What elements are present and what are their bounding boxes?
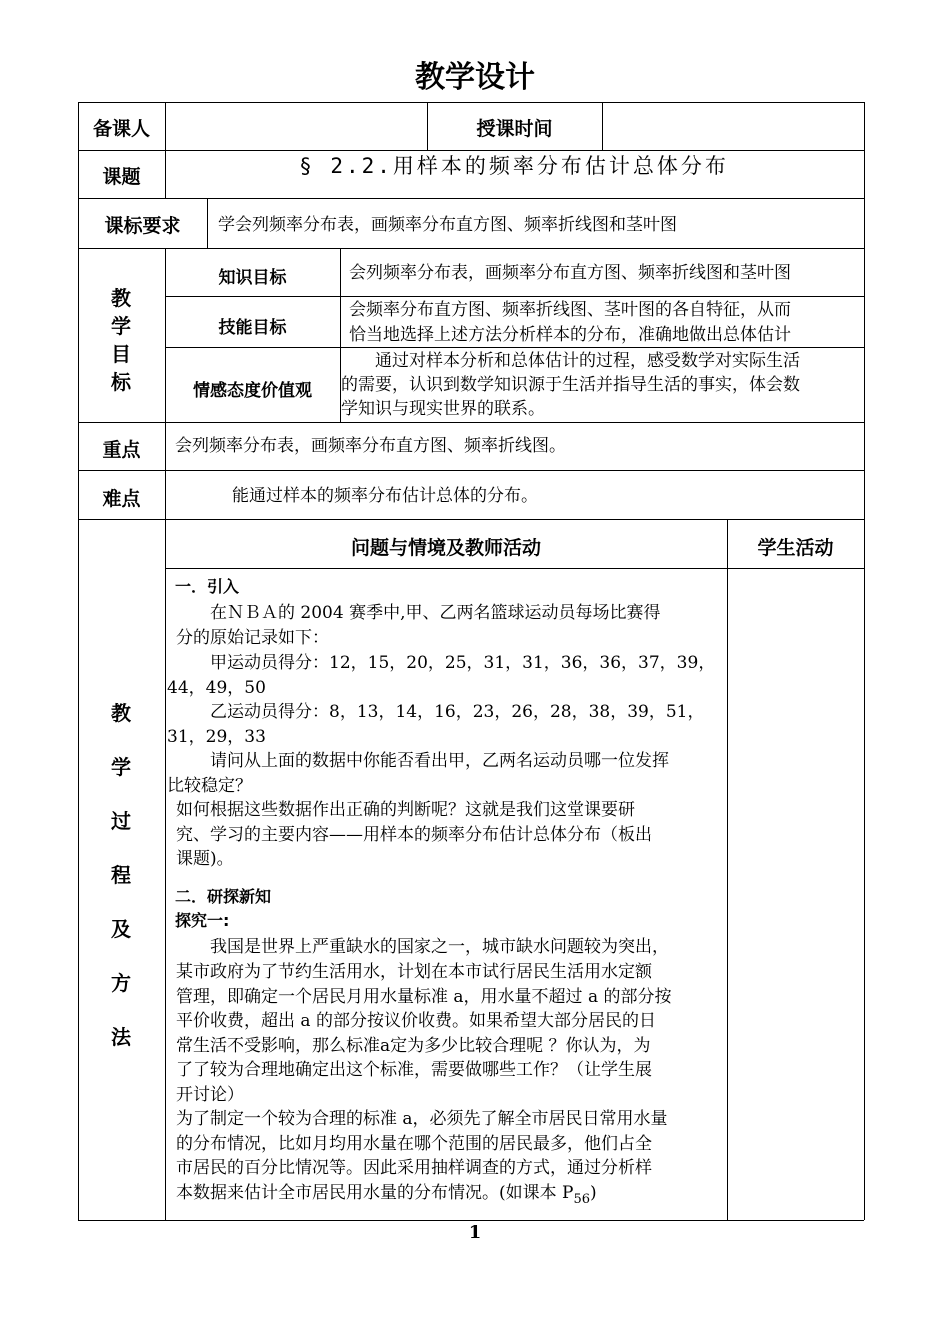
process-char: 及 <box>111 917 131 941</box>
explore-line: 我国是世界上严重缺水的国家之一，城市缺水问题较为突出， <box>176 937 669 957</box>
emotion-goal-line: 的需要，认识到数学知识源于生活并指导生活的事实，体会数 <box>341 375 800 395</box>
knowledge-goal-label: 知识目标 <box>218 268 287 288</box>
intro-line: 比较稳定？ <box>167 776 252 796</box>
grid-line <box>78 248 864 249</box>
intro-line: 乙运动员得分：8，13，14，16，23，26，28，38，39，51， <box>176 702 705 722</box>
process-char: 法 <box>111 1025 131 1049</box>
explore-line-last <box>176 1178 597 1207</box>
explore-line: 常生活不受影响，那么标准a定为多少比较合理呢 ？你认为，为 <box>176 1036 651 1056</box>
explore-line: 为了制定一个较为合理的标准 a，必须先了解全市居民日常用水量 <box>176 1109 668 1129</box>
preparer-label: 备课人 <box>92 118 150 140</box>
explore-line: 管理，即确定一个居民月用水量标准 a，用水量不超过 a 的部分按 <box>176 987 672 1007</box>
textbook-page-subscript: 56 <box>573 1192 591 1207</box>
explore-line: 平价收费，超出 a 的部分按议价收费。如果希望大部分居民的日 <box>176 1011 656 1031</box>
process-char: 教 <box>111 701 131 725</box>
explore-line: 的分布情况，比如月均用水量在哪个范围的居民最多，他们占全 <box>176 1134 652 1154</box>
grid-line <box>165 347 864 348</box>
topic-label: 课题 <box>102 166 141 188</box>
intro-line: 甲运动员得分：12，15，20，25，31，31，36，36，37，39， <box>176 653 716 673</box>
intro-heading: 一．引入 <box>175 577 240 596</box>
grid-line <box>165 296 864 297</box>
difficulty-value: 能通过样本的频率分布估计总体的分布。 <box>232 486 538 506</box>
grid-line <box>78 470 864 471</box>
grid-line <box>165 568 864 569</box>
explore-heading: 探究一: <box>175 911 230 930</box>
grid-line <box>78 519 864 520</box>
new-knowledge-heading: 二．研探新知 <box>175 887 272 906</box>
intro-line: 分的原始记录如下： <box>176 628 329 648</box>
goals-char: 标 <box>111 370 131 394</box>
topic-value: § 2.2.用样本的频率分布估计总体分布 <box>299 154 729 178</box>
process-char: 学 <box>111 755 131 779</box>
intro-line: 课题)。 <box>176 849 234 869</box>
grid-line <box>78 102 864 103</box>
grid-line <box>78 102 79 1220</box>
intro-line: 究、学习的主要内容——用样本的频率分布估计总体分布（板出 <box>176 825 652 845</box>
goals-char: 学 <box>111 314 131 338</box>
key-point-label: 重点 <box>102 439 141 461</box>
skill-goal-line: 恰当地选择上述方法分析样本的分布，准确地做出总体估计 <box>349 325 791 345</box>
emotion-goal-line: 学知识与现实世界的联系。 <box>341 399 545 419</box>
standard-value: 学会列频率分布表，画频率分布直方图、频率折线图和茎叶图 <box>218 215 677 235</box>
emotion-goal-line: 通过对样本分析和总体估计的过程，感受数学对实际生活 <box>341 351 800 371</box>
grid-line <box>207 198 208 248</box>
knowledge-goal-value: 会列频率分布表，画频率分布直方图、频率折线图和茎叶图 <box>349 263 791 283</box>
grid-line <box>78 422 864 423</box>
intro-line: 在ＮＢＡ的 2004 赛季中,甲、乙两名篮球运动员每场比赛得 <box>176 603 661 623</box>
key-point-value: 会列频率分布表，画频率分布直方图、频率折线图。 <box>175 436 566 456</box>
goals-char: 教 <box>111 286 131 310</box>
standard-label: 课标要求 <box>104 215 181 237</box>
goals-char: 目 <box>111 342 131 366</box>
document-title: 教学设计 <box>415 60 535 95</box>
intro-line: 请问从上面的数据中你能否看出甲，乙两名运动员哪一位发挥 <box>176 751 669 771</box>
time-label: 授课时间 <box>476 118 553 140</box>
process-char: 方 <box>111 971 131 995</box>
student-activity-header: 学生活动 <box>757 537 834 559</box>
teacher-activity-header: 问题与情境及教师活动 <box>350 537 541 559</box>
skill-goal-line: 会频率分布直方图、频率折线图、茎叶图的各自特征，从而 <box>349 300 791 320</box>
intro-line: 44，49，50 <box>167 678 266 698</box>
grid-line <box>727 519 728 1220</box>
grid-line <box>78 198 864 199</box>
process-char: 过 <box>111 809 131 833</box>
difficulty-label: 难点 <box>102 488 141 510</box>
grid-line <box>864 102 865 1220</box>
intro-line: 31，29，33 <box>167 727 266 747</box>
explore-line-tail: ) <box>590 1183 597 1203</box>
explore-line: 市居民的百分比情况等。因此采用抽样调查的方式，通过分析样 <box>176 1158 652 1178</box>
process-char: 程 <box>111 863 131 887</box>
explore-line: 了了较为合理地确定出这个标准，需要做哪些工作？（让学生展 <box>176 1060 652 1080</box>
explore-line: 开讨论） <box>176 1085 244 1105</box>
explore-line: 本数据来估计全市居民用水量的分布情况。(如课本 P <box>176 1183 574 1203</box>
grid-line <box>78 1220 864 1221</box>
grid-line <box>602 102 603 150</box>
skill-goal-label: 技能目标 <box>218 318 287 338</box>
emotion-goal-label: 情感态度价值观 <box>193 381 312 401</box>
intro-line: 如何根据这些数据作出正确的判断呢？这就是我们这堂课要研 <box>176 800 635 820</box>
page-number: 1 <box>468 1222 482 1243</box>
explore-line: 某市政府为了节约生活用水，计划在本市试行居民生活用水定额 <box>176 962 652 982</box>
